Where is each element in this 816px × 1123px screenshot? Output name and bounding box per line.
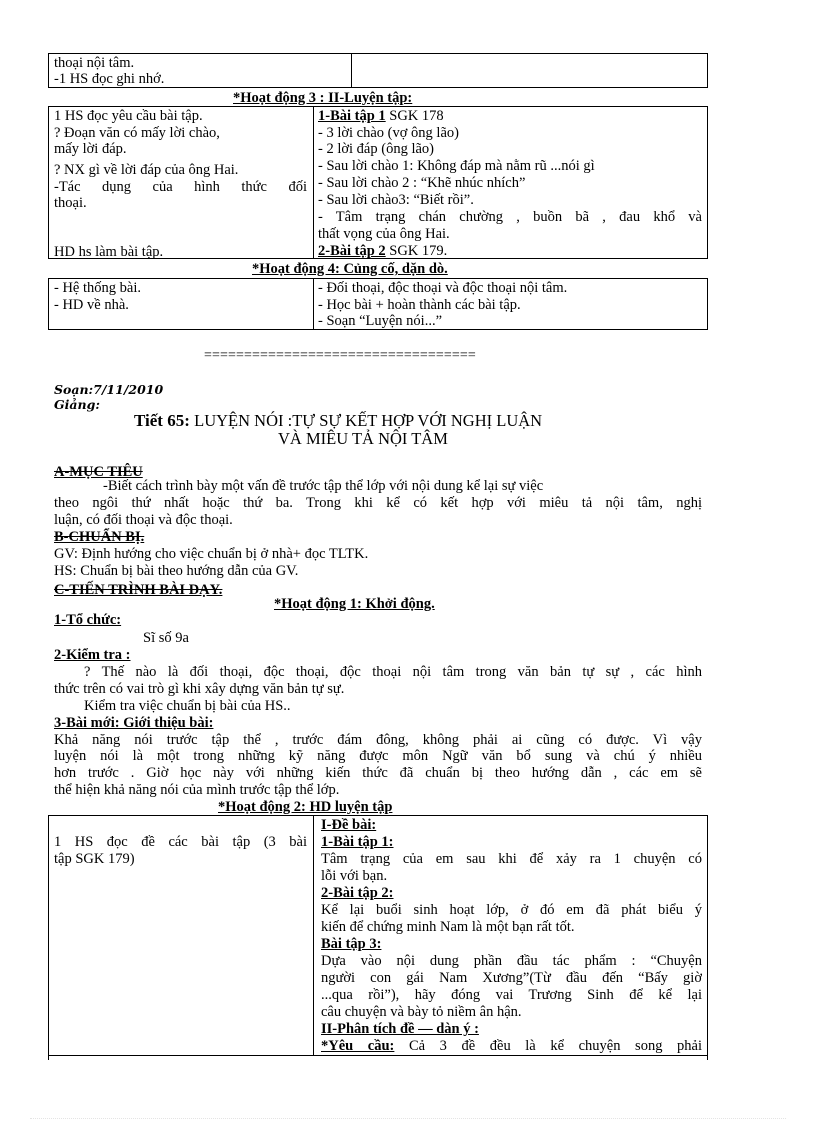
kiem-tra-line-3: Kiểm tra việc chuẩn bị bài của HS..: [84, 698, 291, 714]
de-bai-heading: I-Đề bài:: [321, 817, 377, 833]
bt1-line-2: lỗi với bạn.: [321, 868, 388, 884]
hd3-right-line-3: - Sau lời chào 1: Không đáp mà nằm rũ ...nói gì: [318, 158, 595, 174]
table-bottom-cut: [48, 1055, 708, 1056]
table-top-left-line-2: -1 HS đọc ghi nhớ.: [54, 71, 165, 87]
section-a-line-1: -Biết cách trình bày một vấn đề trước tập thể lớp với nội dung kể lại sự việc: [103, 478, 544, 494]
hd3-heading: *Hoạt động 3 : II-Luyện tập:: [233, 90, 413, 106]
bai-moi-line-1: Khả năng nói trước tập thể , trước đám đông, không phải ai cũng có được. Vì vậy: [54, 733, 702, 747]
hd3-left-line-4: ? NX gì về lời đáp của ông Hai.: [54, 162, 239, 178]
yeu-cau-label: *Yêu cầu:: [321, 1039, 395, 1054]
yeu-cau-text: Cả 3 đề đều là kể chuyện song phải: [394, 1039, 702, 1054]
bt3-heading: Bài tập 3:: [321, 936, 382, 952]
hd2-table-divider: [313, 815, 314, 1055]
bai-moi-line-3: hơn trước . Giờ học này với những kiến thức đã chuẩn bị theo hướng dẫn , các em sẽ: [54, 766, 702, 780]
lesson-title-line-2: VÀ MIÊU TẢ NỘI TÂM: [278, 429, 448, 448]
hd4-left-line-2: - HD về nhà.: [54, 297, 129, 313]
date-soan: Soạn:7/11/2010: [54, 382, 164, 397]
kiem-tra-heading: 2-Kiểm tra :: [54, 647, 131, 663]
hd3-exercise-1-label: 1-Bài tập 1: [318, 108, 386, 124]
hd3-right-line-6: - Tâm trạng chán chường , buồn bã , đau khổ và: [318, 210, 702, 224]
hd3-right-line-4: - Sau lời chào 2 : “Khẽ nhúc nhích”: [318, 175, 526, 191]
bt2-line-1: Kể lại buổi sinh hoạt lớp, ở đó em đã phát biểu ý: [321, 903, 702, 917]
hd3-left-line-1: 1 HS đọc yêu cầu bài tập.: [54, 108, 203, 124]
date-giang: Giảng:: [54, 397, 100, 412]
hd1-heading: *Hoạt động 1: Khởi động.: [274, 596, 435, 612]
bt3-line-3: ...qua rồi”), hãy đóng vai Trương Sinh để kể lại: [321, 988, 702, 1002]
hd2-left-line-2: tập SGK 179): [54, 851, 135, 867]
hd3-table-divider: [313, 106, 314, 259]
hd3-right-line-5: - Sau lời chào3: “Biết rồi”.: [318, 192, 474, 208]
page-bottom-edge: [30, 1118, 786, 1119]
si-so: Sĩ số 9a: [143, 630, 189, 646]
bt2-heading: 2-Bài tập 2:: [321, 885, 394, 901]
hd3-left-line-6: thoại.: [54, 195, 87, 211]
hd4-heading: *Hoạt động 4: Củng cố, dặn dò.: [252, 261, 448, 277]
hd3-left-line-7: HD hs làm bài tập.: [54, 244, 164, 260]
hd4-right-line-2: - Học bài + hoàn thành các bài tập.: [318, 297, 521, 313]
hd2-heading: *Hoạt động 2: HD luyện tập: [218, 799, 393, 815]
bt3-line-1: Dựa vào nội dung phần đầu tác phẩm : “Chuyện: [321, 954, 702, 968]
lesson-prefix: Tiết 65:: [134, 411, 195, 430]
section-separator: ==================================: [204, 348, 476, 363]
hd3-exercise-2-label: 2-Bài tập 2: [318, 243, 386, 259]
hd3-right-line-2: - 2 lời đáp (ông lão): [318, 141, 434, 157]
bt3-line-2: người con gái Nam Xương”(Từ đầu đến “Bấy giờ: [321, 971, 702, 985]
hd4-table-divider: [313, 278, 314, 330]
phan-tich-heading: II-Phân tích đề — dàn ý :: [321, 1021, 479, 1037]
bai-moi-line-4: thể hiện khả năng nói của mình trước tập thể lớp.: [54, 782, 340, 798]
section-b-hs: HS: Chuẩn bị bài theo hướng dẫn của GV.: [54, 563, 299, 579]
hd3-left-line-5: -Tác dụng của hình thức đối: [54, 180, 307, 194]
lesson-title-line-1: [134, 412, 542, 430]
section-a-line-2: theo ngôi thứ nhất hoặc thứ ba. Trong khi kể có kết hợp với miêu tả nội tâm, nghị: [54, 496, 702, 510]
table-top-left-line-1: thoại nội tâm.: [54, 55, 135, 71]
bt2-line-2: kiến để chứng minh Nam là một bạn rất tốt.: [321, 919, 575, 935]
lesson-title-1: LUYỆN NÓI :TỰ SỰ KẾT HỢP VỚI NGHỊ LUẬN: [194, 411, 543, 430]
bt1-heading: 1-Bài tập 1:: [321, 834, 394, 850]
hd4-left-line-1: - Hệ thống bài.: [54, 280, 141, 296]
section-c-heading: C-TIẾN TRÌNH BÀI DẠY.: [54, 582, 223, 598]
hd4-right-line-3: - Soạn “Luyện nói...”: [318, 313, 443, 329]
hd3-exercise-1: [318, 109, 444, 123]
bai-moi-heading: 3-Bài mới: Giới thiệu bài:: [54, 715, 214, 731]
yeu-cau-line: [321, 1039, 702, 1054]
hd3-left-line-2: ? Đoạn văn có mấy lời chào,: [54, 125, 220, 141]
hd3-right-line-7: thất vọng của ông Hai.: [318, 226, 450, 242]
hd3-exercise-2: [318, 244, 447, 258]
section-b-heading: B-CHUẨN BỊ.: [54, 529, 145, 545]
hd3-left-line-3: mấy lời đáp.: [54, 141, 127, 157]
bt3-line-4: câu chuyện và bày tỏ niềm ân hận.: [321, 1004, 522, 1020]
table-top-divider: [351, 53, 352, 88]
hd3-exercise-1-ref: SGK 178: [385, 108, 444, 124]
kiem-tra-line-2: thức trên có vai trò gì khi xây dựng văn bản tự sự.: [54, 681, 345, 697]
section-b-gv: GV: Định hướng cho việc chuẩn bị ở nhà+ đọc TLTK.: [54, 546, 369, 562]
to-chuc-heading: 1-Tổ chức:: [54, 612, 122, 628]
hd4-right-line-1: - Đối thoại, độc thoại và độc thoại nội tâm.: [318, 280, 568, 296]
bai-moi-line-2: luyện nói là một trong những kỹ năng được môn Ngữ văn bổ sung và chú ý nhiều: [54, 749, 702, 763]
hd3-right-line-1: - 3 lời chào (vợ ông lão): [318, 125, 459, 141]
kiem-tra-line-1: ? Thế nào là đối thoại, độc thoại, độc thoại nội tâm trong văn bản tự sự , các hình: [84, 665, 702, 679]
bt1-line-1: Tâm trạng của em sau khi để xảy ra 1 chuyện có: [321, 852, 702, 866]
hd2-left-line-1: 1 HS đọc đề các bài tập (3 bài: [54, 835, 307, 849]
section-a-heading: A-MỤC TIÊU: [54, 464, 143, 480]
hd3-exercise-2-ref: SGK 179.: [385, 243, 448, 259]
section-a-line-3: luận, có đối thoại và độc thoại.: [54, 512, 233, 528]
